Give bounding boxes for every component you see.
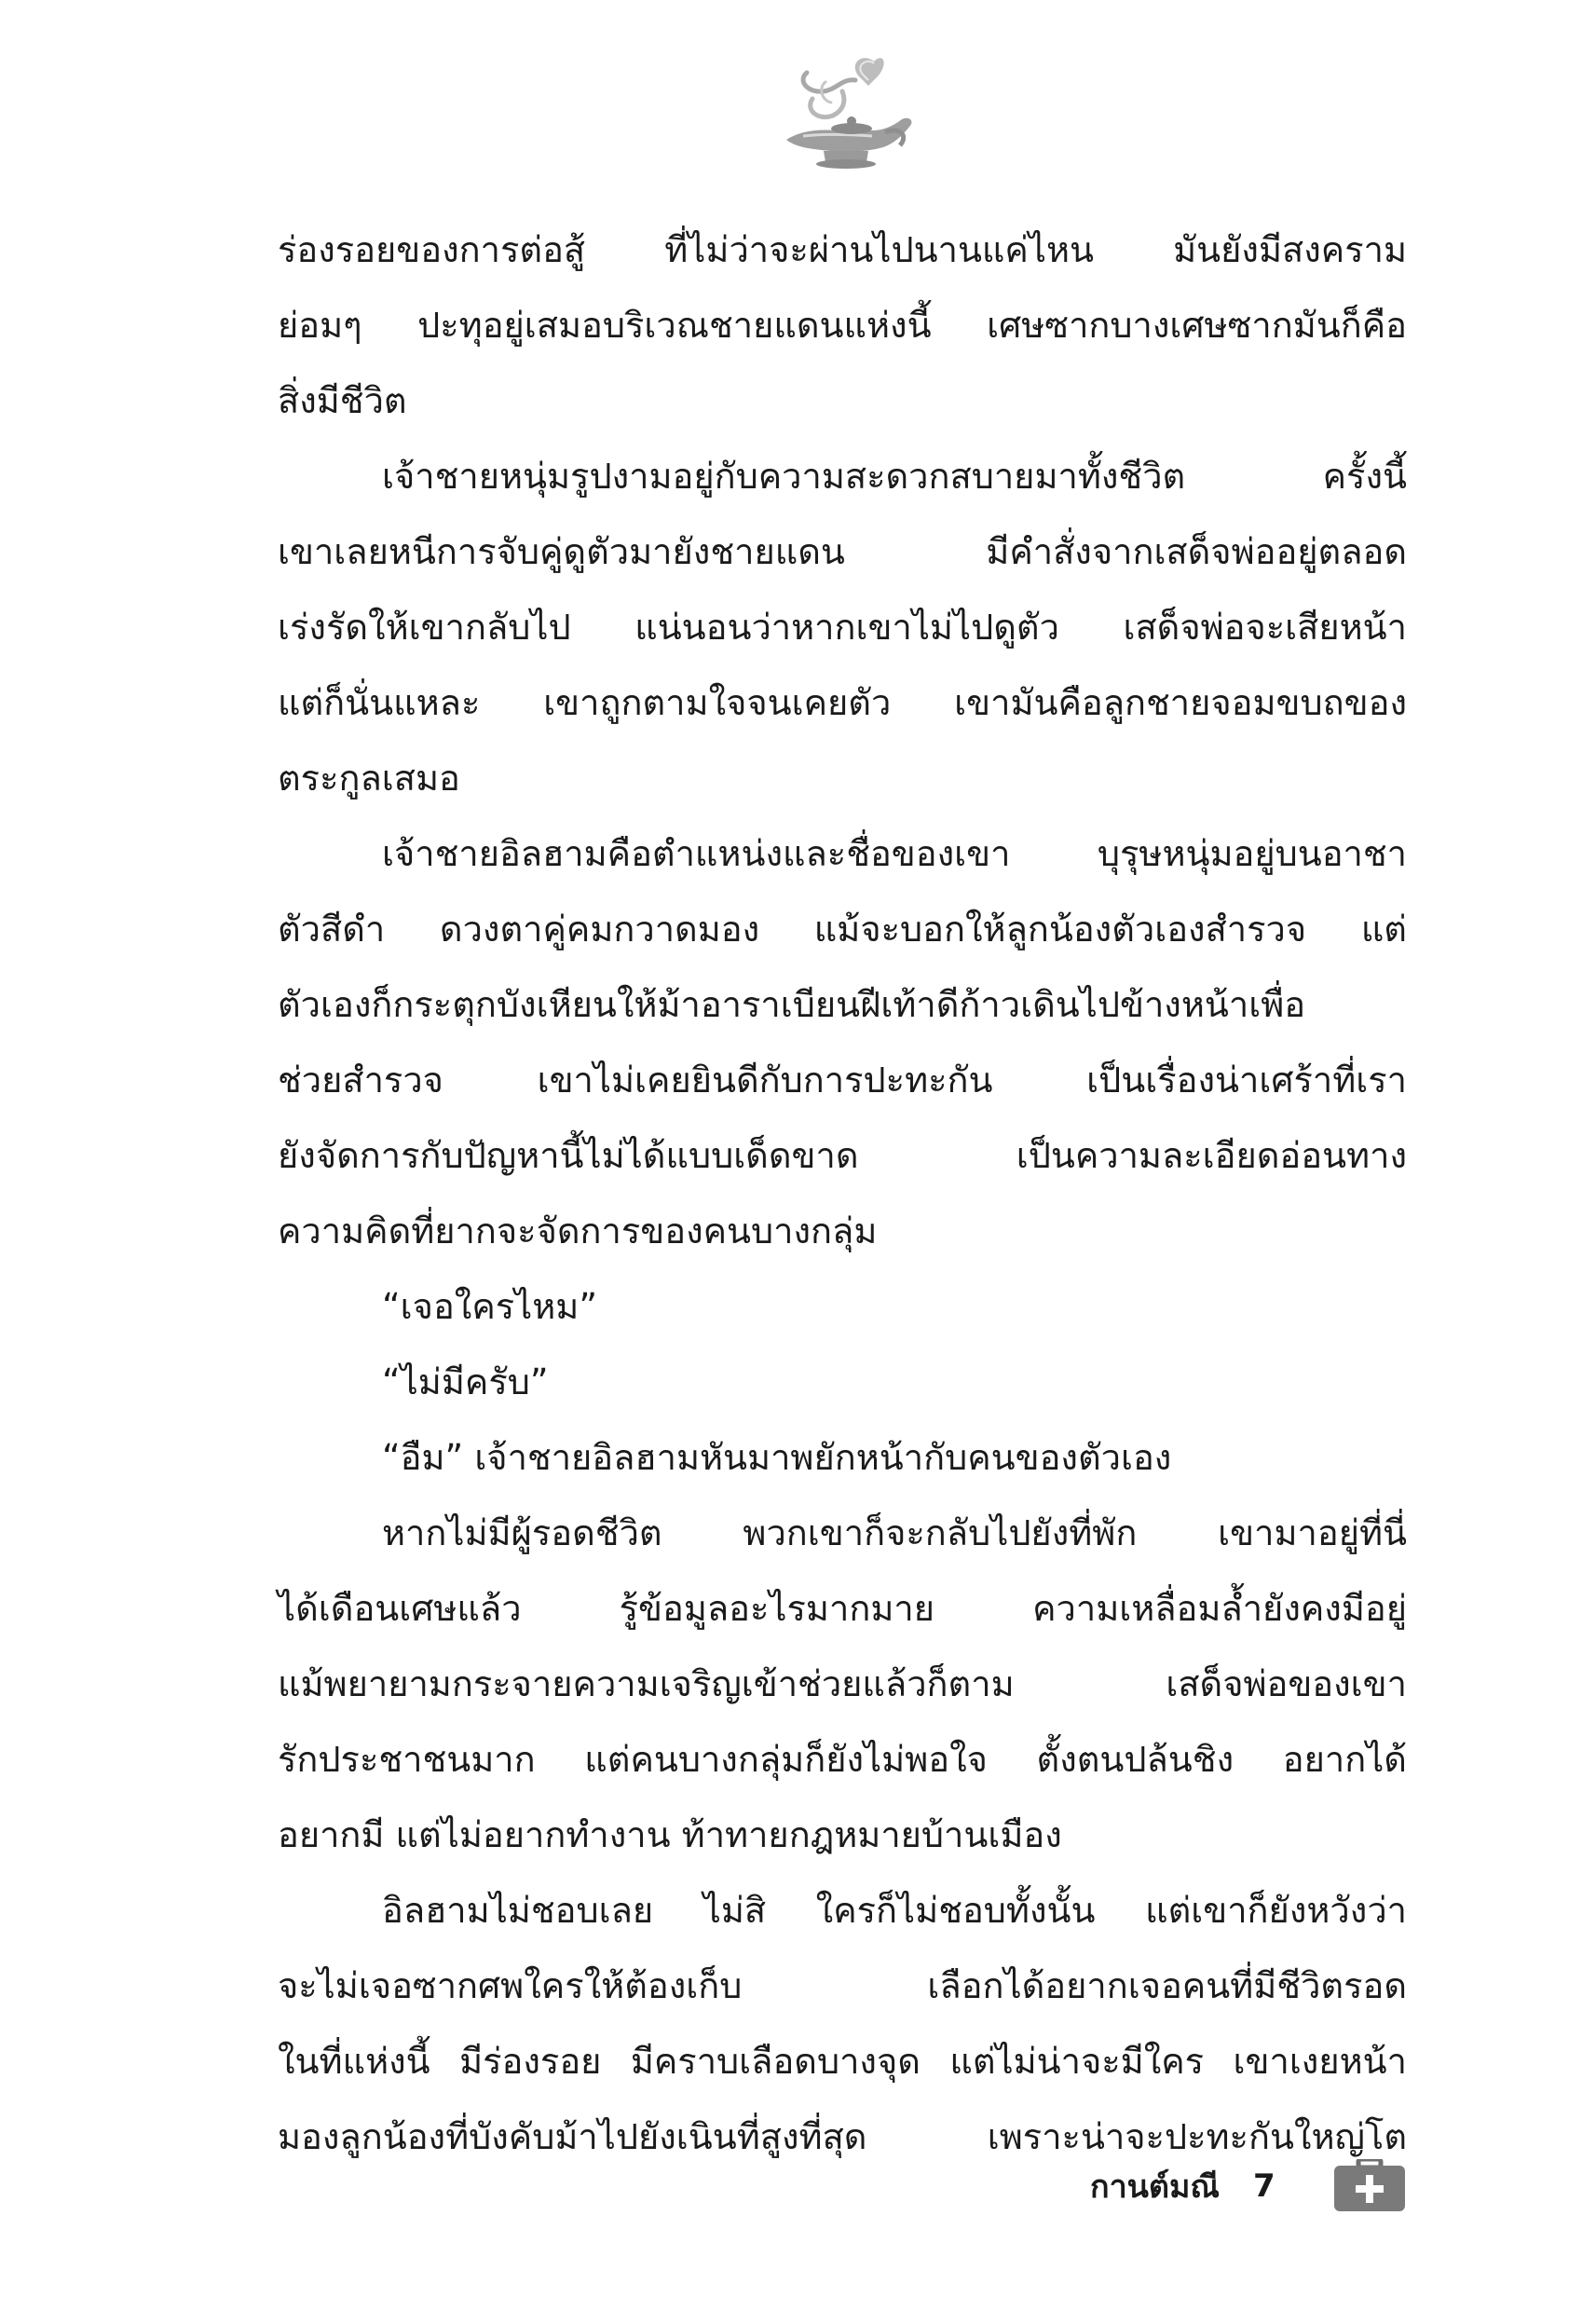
story-body-text xyxy=(278,212,1407,2175)
body-line: อยากมี แต่ไม่อยากทำงาน ท้าทายกฎหมายบ้านเมือง xyxy=(278,1814,1062,1855)
body-line: แม้พยายามกระจายความเจริญเข้าช่วยแล้วก็ตาม เสด็จพ่อของเขา xyxy=(278,1663,1407,1704)
dialogue-line: “ไม่มีครับ” xyxy=(382,1361,549,1402)
body-line: ยังจัดการกับปัญหานี้ไม่ได้แบบเด็ดขาด เป็นความละเอียดอ่อนทาง xyxy=(278,1135,1407,1176)
body-line: อิลฮามไม่ชอบเลย ไม่สิ ใครก็ไม่ชอบทั้งนั้น แต่เขาก็ยังหวังว่า xyxy=(382,1890,1407,1931)
dialogue-line: “เจอใครไหม” xyxy=(382,1286,598,1327)
body-line: ได้เดือนเศษแล้ว รู้ข้อมูลอะไรมากมาย ความเหลื่อมล้ำยังคงมีอยู่ xyxy=(278,1588,1407,1629)
body-line: เร่งรัดให้เขากลับไป แน่นอนว่าหากเขาไม่ไปดูตัว เสด็จพ่อจะเสียหน้า xyxy=(278,607,1407,648)
body-line: ในที่แห่งนี้ มีร่องรอย มีคราบเลือดบางจุด แต่ไม่น่าจะมีใคร เขาเงยหน้า xyxy=(278,2041,1407,2082)
body-line: ช่วยสำรวจ เขาไม่เคยยินดีกับการปะทะกัน เป็นเรื่องน่าเศร้าที่เรา xyxy=(278,1060,1407,1101)
dialogue-line: “อืม” เจ้าชายอิลฮามหันมาพยักหน้ากับคนของตัวเอง xyxy=(382,1437,1172,1478)
body-line: เจ้าชายอิลฮามคือตำแหน่งและชื่อของเขา บุรุษหนุ่มอยู่บนอาชา xyxy=(382,833,1407,874)
page-footer xyxy=(1090,2160,1275,2212)
body-line: ตัวเองก็กระตุกบังเหียนให้ม้าอาราเบียนฝีเท้าดีก้าวเดินไปข้างหน้าเพื่อ xyxy=(278,984,1306,1025)
body-line: เจ้าชายหนุ่มรูปงามอยู่กับความสะดวกสบายมาทั้งชีวิต ครั้งนี้ xyxy=(382,456,1407,497)
body-line: รักประชาชนมาก แต่คนบางกลุ่มก็ยังไม่พอใจ ตั้งตนปล้นชิง อยากได้ xyxy=(278,1739,1407,1780)
body-line: หากไม่มีผู้รอดชีวิต พวกเขาก็จะกลับไปยังที่พัก เขามาอยู่ที่นี่ xyxy=(382,1512,1407,1553)
plus-box-icon xyxy=(1332,2159,1407,2213)
body-line: ความคิดที่ยากจะจัดการของคนบางกลุ่ม xyxy=(278,1210,878,1251)
body-line: เขาเลยหนีการจับคู่ดูตัวมายังชายแดน มีคำสั่งจากเสด็จพ่ออยู่ตลอด xyxy=(278,531,1407,572)
body-line: จะไม่เจอซากศพใครให้ต้องเก็บ เลือกได้อยากเจอคนที่มีชีวิตรอด xyxy=(278,1965,1407,2006)
book-title: กานต์มณี xyxy=(1090,2168,1220,2206)
body-line: สิ่งมีชีวิต xyxy=(278,380,407,421)
body-line: ย่อมๆ ปะทุอยู่เสมอบริเวณชายแดนแห่งนี้ เศษซากบางเศษซากมันก็คือ xyxy=(278,305,1407,346)
body-line: ตัวสีดำ ดวงตาคู่คมกวาดมอง แม้จะบอกให้ลูกน้องตัวเองสำรวจ แต่ xyxy=(278,909,1407,950)
body-line: ตระกูลเสมอ xyxy=(278,758,460,799)
body-line: แต่ก็นั่นแหละ เขาถูกตามใจจนเคยตัว เขามันคือลูกชายจอมขบถของ xyxy=(278,682,1407,723)
body-line: มองลูกน้องที่บังคับม้าไปยังเนินที่สูงที่สุด เพราะน่าจะปะทะกันใหญ่โต xyxy=(278,2116,1407,2157)
body-line: ร่องรอยของการต่อสู้ ที่ไม่ว่าจะผ่านไปนานแค่ไหน มันยังมีสงคราม xyxy=(278,229,1407,270)
page-number: 7 xyxy=(1252,2167,1275,2205)
genie-lamp-with-heart-icon xyxy=(770,54,919,175)
